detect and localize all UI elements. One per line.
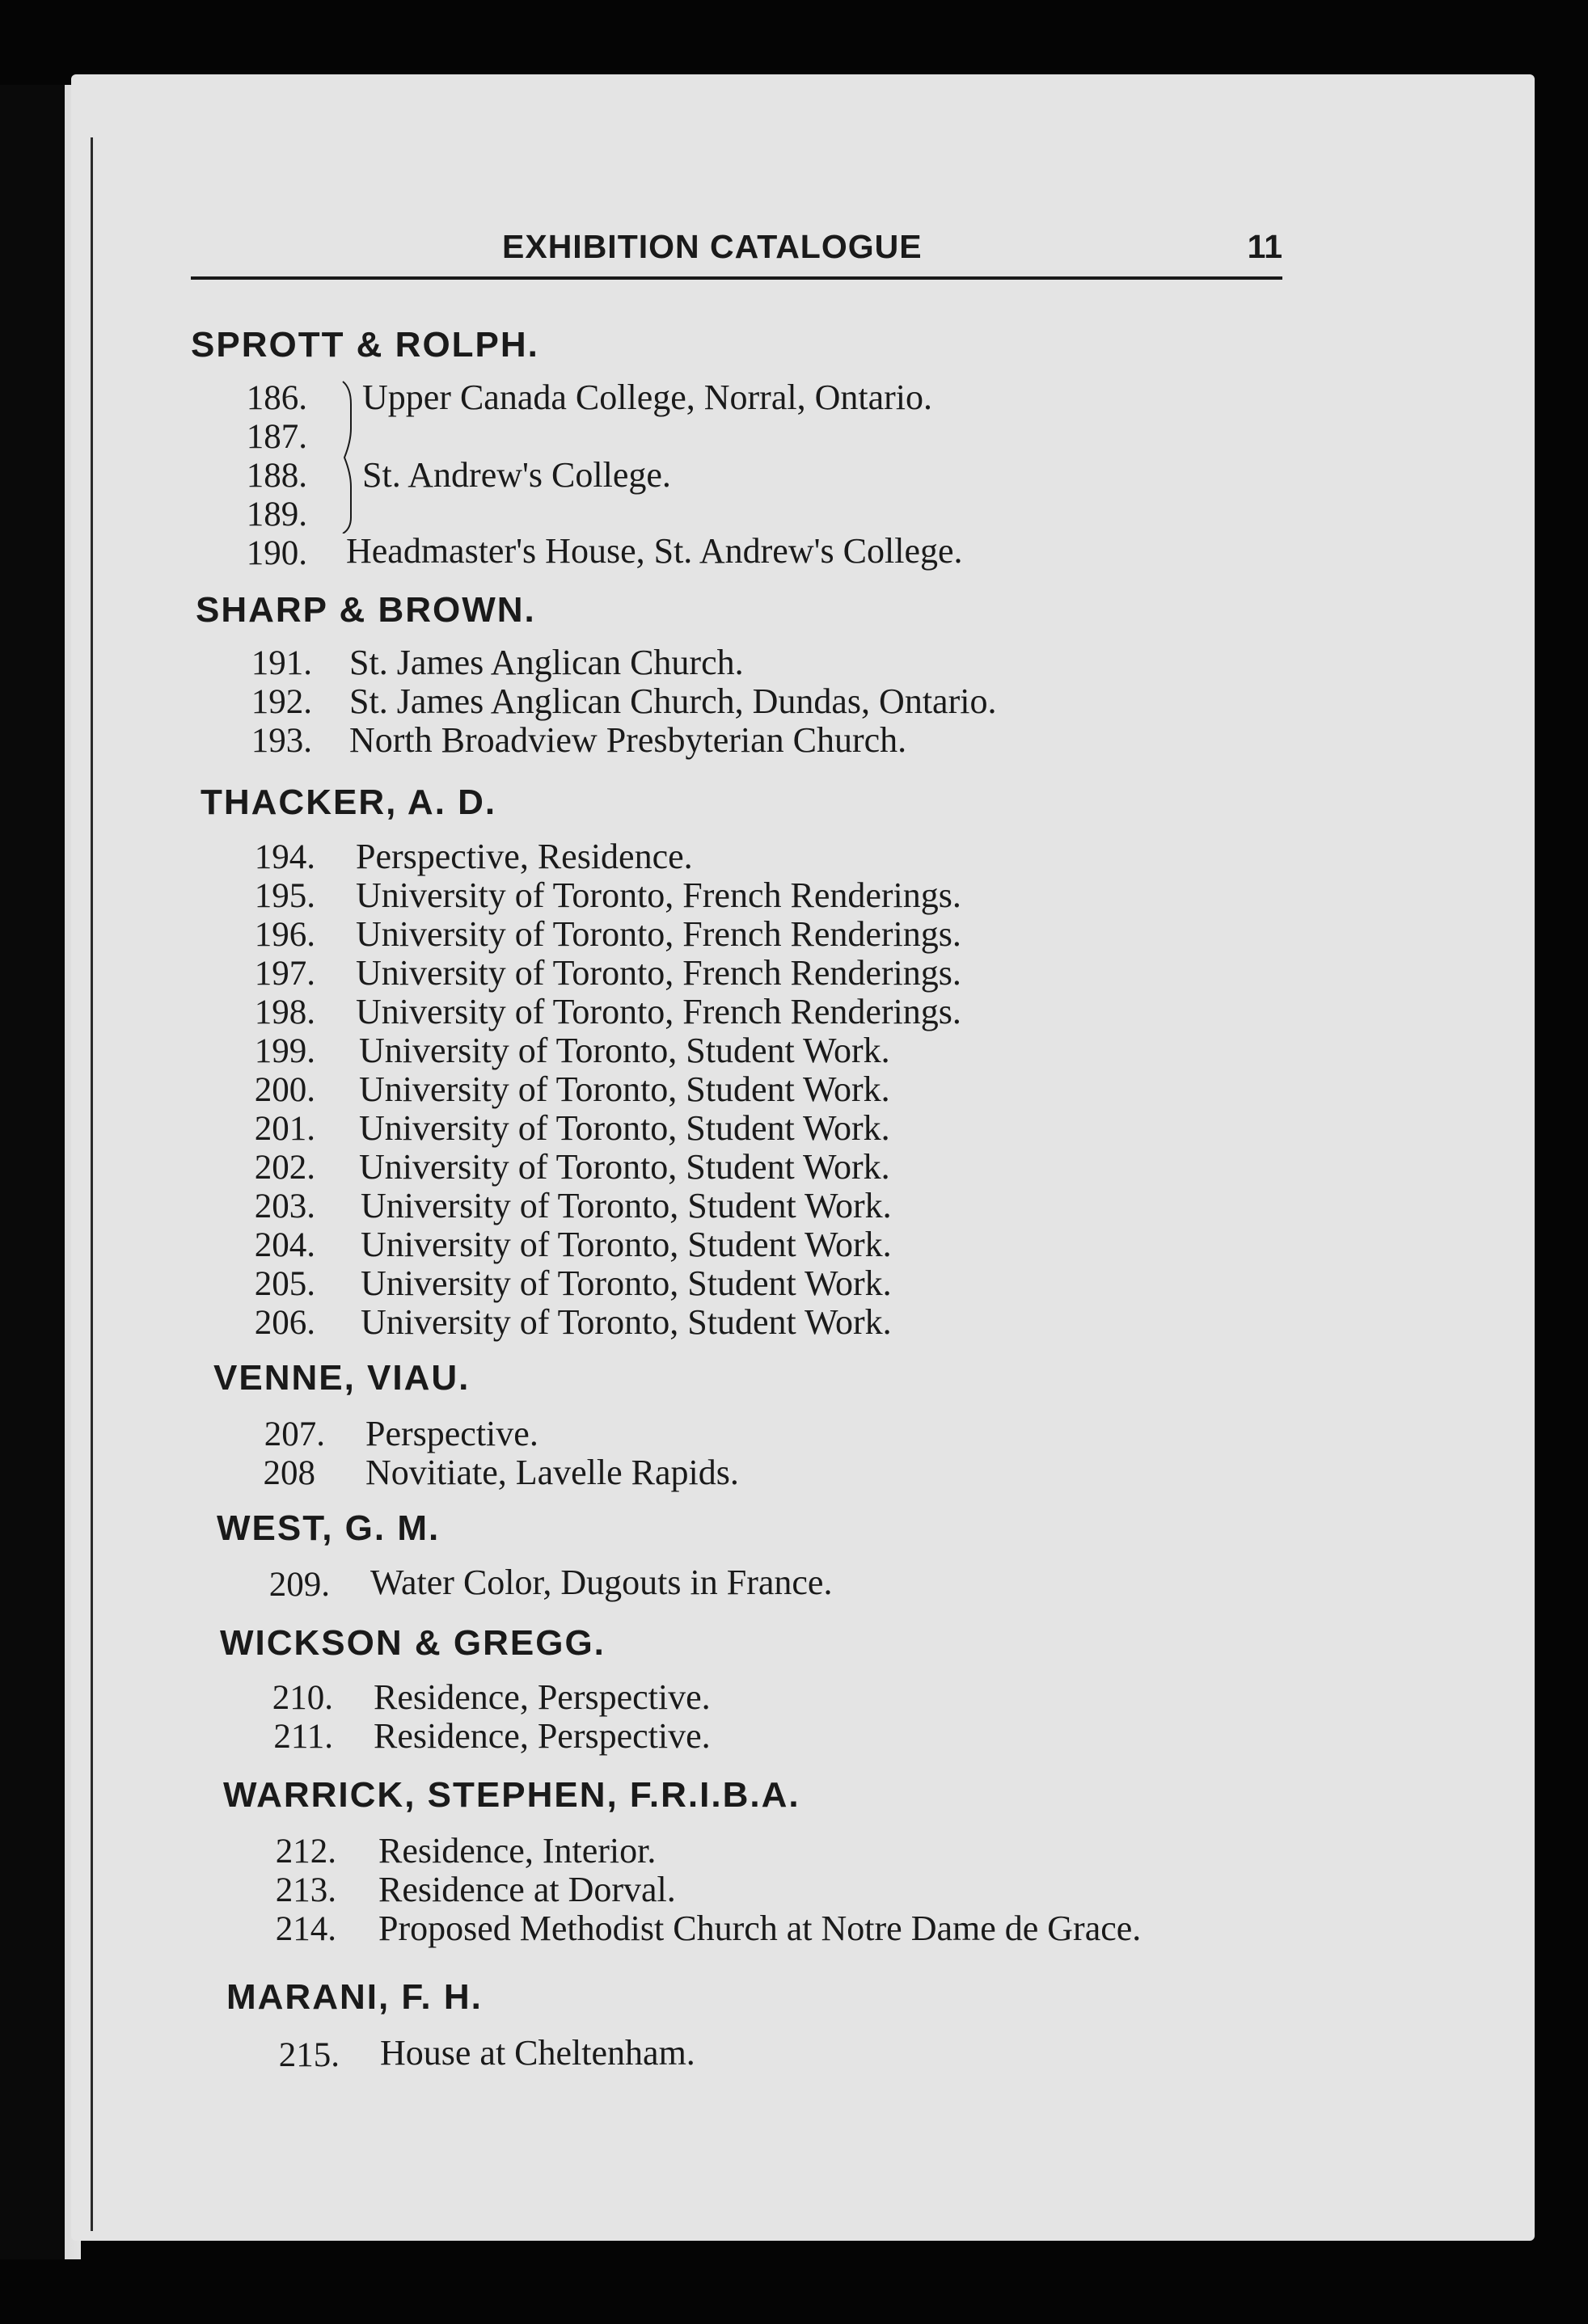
entry-number: 195. [254, 877, 315, 915]
entry-number: 200. [254, 1071, 315, 1109]
entry-title: St. James Anglican Church, Dundas, Ontario. [349, 681, 997, 721]
header-rule [191, 276, 1282, 280]
entry-number: 205. [254, 1265, 315, 1303]
entry-number: 208 [263, 1454, 315, 1492]
entry-title: Residence at Dorval. [378, 1870, 676, 1909]
page-number: 11 [1247, 228, 1282, 265]
running-header [191, 220, 1282, 268]
entry-number: 211. [273, 1718, 333, 1756]
section-heading: WICKSON & GREGG. [220, 1623, 606, 1663]
entry-title: Upper Canada College, Norral, Ontario. [362, 377, 932, 417]
entry-title: Residence, Interior. [378, 1831, 657, 1871]
entry-number: 206. [254, 1304, 315, 1342]
entry-number: 188. [246, 457, 307, 495]
entry-number: 199. [254, 1032, 315, 1070]
book-spine [0, 85, 81, 2259]
entry-title: Perspective. [365, 1414, 538, 1453]
entry-number: 198. [254, 993, 315, 1031]
entry-title: University of Toronto, French Renderings. [356, 992, 961, 1031]
entry-title: University of Toronto, Student Work. [361, 1225, 892, 1264]
entry-title: Water Color, Dugouts in France. [370, 1563, 833, 1602]
entry-title: University of Toronto, Student Work. [359, 1147, 890, 1187]
grouping-brace [340, 380, 357, 534]
entry-number: 201. [254, 1110, 315, 1148]
entry-title: Perspective, Residence. [356, 837, 693, 876]
section-heading: WEST, G. M. [217, 1508, 441, 1548]
entry-title: University of Toronto, French Renderings. [356, 875, 961, 915]
entry-title: North Broadview Presbyterian Church. [349, 720, 907, 760]
entry-number: 190. [246, 534, 307, 572]
entry-title: University of Toronto, French Renderings. [356, 914, 961, 954]
page-gutter-line [91, 137, 93, 2231]
running-header-title: EXHIBITION CATALOGUE [502, 228, 923, 265]
entry-number: 213. [275, 1871, 336, 1909]
entry-title: Residence, Perspective. [374, 1716, 711, 1756]
entry-number: 187. [246, 418, 307, 456]
entry-title: University of Toronto, Student Work. [359, 1031, 890, 1070]
entry-title: St. James Anglican Church. [349, 643, 744, 682]
entry-number: 204. [254, 1226, 315, 1264]
entry-number: 193. [251, 722, 312, 760]
section-heading: MARANI, F. H. [226, 1977, 483, 2017]
entry-number: 209. [268, 1566, 330, 1604]
entry-title: University of Toronto, Student Work. [361, 1263, 892, 1303]
entry-number: 207. [264, 1415, 325, 1453]
entry-title: Novitiate, Lavelle Rapids. [365, 1453, 739, 1492]
entry-number: 197. [254, 955, 315, 993]
entry-title: House at Cheltenham. [380, 2033, 695, 2073]
section-heading: SPROTT & ROLPH. [191, 325, 539, 365]
entry-title: University of Toronto, Student Work. [361, 1302, 892, 1342]
entry-number: 191. [251, 644, 312, 682]
entry-title: University of Toronto, Student Work. [361, 1186, 892, 1225]
entry-title: St. Andrew's College. [362, 455, 671, 495]
entry-title: Residence, Perspective. [374, 1677, 711, 1717]
entry-number: 212. [275, 1833, 336, 1871]
entry-number: 192. [251, 683, 312, 721]
entry-number: 186. [246, 379, 307, 417]
entry-number: 215. [278, 2036, 340, 2074]
section-heading: SHARP & BROWN. [196, 590, 536, 630]
entry-title: University of Toronto, Student Work. [359, 1069, 890, 1109]
entry-title: University of Toronto, Student Work. [359, 1108, 890, 1148]
section-heading: THACKER, A. D. [201, 782, 497, 822]
entry-title: Headmaster's House, St. Andrew's College. [346, 531, 963, 571]
section-heading: VENNE, VIAU. [213, 1358, 471, 1398]
entry-number: 203. [254, 1187, 315, 1225]
entry-title: Proposed Methodist Church at Notre Dame de Grace. [378, 1909, 1142, 1948]
entry-number: 214. [275, 1910, 336, 1948]
section-heading: WARRICK, STEPHEN, F.R.I.B.A. [223, 1775, 800, 1815]
entry-number: 202. [254, 1149, 315, 1187]
entry-title: University of Toronto, French Renderings. [356, 953, 961, 993]
entry-number: 210. [272, 1679, 333, 1717]
entry-number: 196. [254, 916, 315, 954]
entry-number: 194. [254, 838, 315, 876]
entry-number: 189. [246, 496, 307, 534]
